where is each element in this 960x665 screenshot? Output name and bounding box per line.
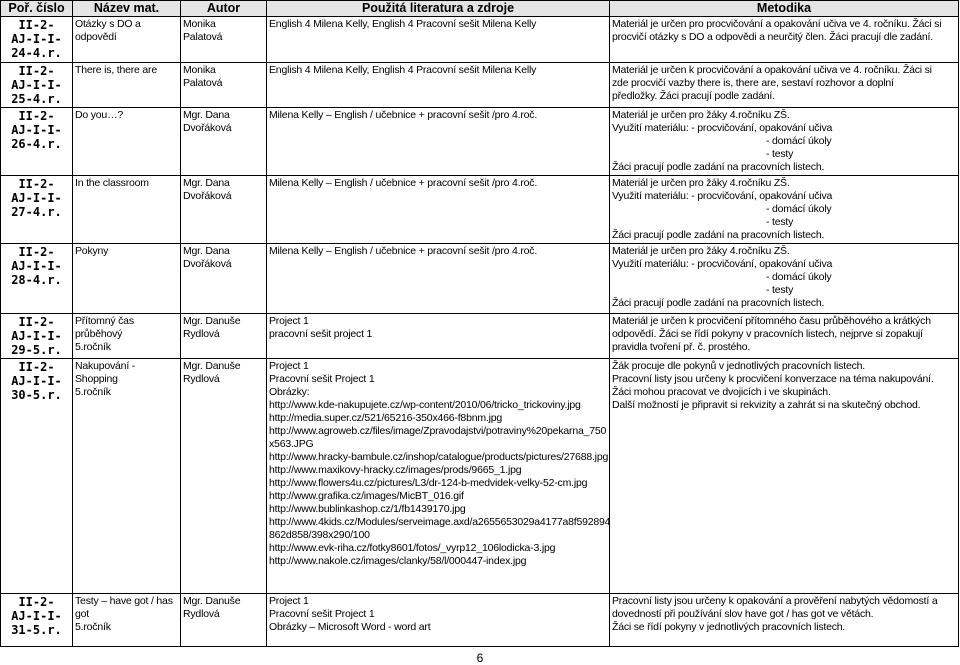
por-line: II-2- [18, 109, 55, 123]
autor-line: Dvořáková [183, 190, 232, 202]
por-line: AJ-I-I- [11, 329, 62, 343]
cell-literatura [267, 359, 610, 594]
metodika-line: Další možností je připravit si rekvizity a zahrát si na skutečný obchod. [612, 399, 921, 411]
cell-nazev [73, 17, 181, 63]
nazev-line: průběhový [75, 328, 123, 340]
autor-line: Mgr. Danuše [183, 595, 241, 607]
metodika-line: předložky. Žáci pracují podle zadání. [612, 90, 775, 102]
lit-line: http://www.evk-riha.cz/fotky8601/fotos/_vyrp12_106lodicka-3.jpg [269, 542, 556, 554]
por-line: AJ-I-I- [11, 191, 62, 205]
metodika-end-line: Žáci pracují podle zadání na pracovních listech. [612, 161, 825, 173]
nazev-line: 5.ročník [75, 386, 111, 398]
nazev-line: There is, there are [75, 64, 157, 76]
autor-line: Monika [183, 64, 216, 76]
por-line: II-2- [18, 177, 55, 191]
por-line: II-2- [18, 18, 55, 32]
lit-line: Project 1 [269, 315, 309, 327]
lit-line: http://www.maxikovy-hracky.cz/images/prods/9665_1.jpg [269, 464, 522, 476]
cell-nazev [73, 244, 181, 314]
metodika-end-line: Žáci pracují podle zadání na pracovních listech. [612, 229, 825, 241]
por-line: 25-4.r. [11, 92, 62, 106]
lit-line: Milena Kelly – English / učebnice + pracovní sešit /pro 4.roč. [269, 177, 538, 189]
cell-por-cislo [1, 359, 73, 594]
por-line: 28-4.r. [11, 273, 62, 287]
nazev-line: In the classroom [75, 177, 149, 189]
lit-line: http://www.flowers4u.cz/pictures/L3/dr-124-b-medvidek-velky-52-cm.jpg [269, 477, 588, 489]
cell-metodika [610, 63, 959, 108]
table-row [1, 314, 959, 359]
cell-nazev [73, 359, 181, 594]
metodika-line: Materiál je určen k procvičování a opakování učiva ve 4. ročníku. Žáci si [612, 64, 932, 76]
metodika-list-item: - testy [766, 284, 794, 296]
metodika-list-item: - domácí úkoly [766, 271, 832, 283]
lit-line: http://www.4kids.cz/Modules/serveimage.axd/a2655653029a4177a8f592894 [269, 516, 611, 528]
autor-line: Mgr. Danuše [183, 315, 241, 327]
lit-line: Pracovní sešit Project 1 [269, 373, 375, 385]
cell-por-cislo [1, 244, 73, 314]
lit-line: x563.JPG [269, 438, 314, 450]
lit-line: http://www.kde-nakupujete.cz/wp-content/2010/06/tricko_trickoviny.jpg [269, 399, 581, 411]
header-literatura: Použitá literatura a zdroje [267, 1, 610, 17]
por-line: 26-4.r. [11, 137, 62, 151]
nazev-line: Přítomný čas [75, 315, 134, 327]
cell-literatura [267, 176, 610, 244]
cell-nazev [73, 176, 181, 244]
cell-autor [181, 359, 267, 594]
cell-por-cislo [1, 314, 73, 359]
por-line: 31-5.r. [11, 623, 62, 637]
por-line: AJ-I-I- [11, 609, 62, 623]
lit-line: English 4 Milena Kelly, English 4 Pracovní sešit Milena Kelly [269, 64, 537, 76]
cell-autor [181, 176, 267, 244]
cell-nazev [73, 63, 181, 108]
lit-line: http://www.hracky-bambule.cz/inshop/catalogue/products/pictures/27688.jpg [269, 451, 609, 463]
cell-metodika [610, 108, 959, 176]
por-line: AJ-I-I- [11, 374, 62, 388]
lit-line: Project 1 [269, 360, 309, 372]
lit-line: Pracovní sešit Project 1 [269, 608, 375, 620]
metodika-line: pravidla tvoření př. č. prostého. [612, 341, 751, 353]
nazev-line: Pokyny [75, 245, 109, 257]
por-line: II-2- [18, 315, 55, 329]
header-por-cislo: Poř. číslo [1, 1, 73, 17]
lit-line: Obrázky – Microsoft Word - word art [269, 621, 431, 633]
cell-literatura [267, 244, 610, 314]
lit-line: Milena Kelly – English / učebnice + pracovní sešit /pro 4.roč. [269, 109, 538, 121]
autor-line: Mgr. Dana [183, 245, 230, 257]
cell-por-cislo [1, 176, 73, 244]
nazev-line: Testy – have got / has [75, 595, 173, 607]
cell-metodika [610, 314, 959, 359]
table-row [1, 176, 959, 244]
table-row [1, 244, 959, 314]
por-line: II-2- [18, 245, 55, 259]
cell-literatura [267, 314, 610, 359]
autor-line: Rydlová [183, 373, 220, 385]
nazev-line: Nakupování - [75, 360, 136, 372]
cell-por-cislo [1, 63, 73, 108]
page-number: 6 [476, 651, 484, 665]
metodika-list-item: - testy [766, 216, 794, 228]
por-line: 29-5.r. [11, 343, 62, 357]
header-metodika: Metodika [610, 1, 959, 17]
cell-autor [181, 17, 267, 63]
cell-por-cislo [1, 594, 73, 647]
metodika-line: Pracovní listy jsou určeny k opakování a prověření nabytých vědomostí a [612, 595, 938, 607]
table-row [1, 17, 959, 63]
nazev-line: Do you…? [75, 109, 124, 121]
nazev-line: 5.ročník [75, 341, 111, 353]
table-row [1, 359, 959, 594]
metodika-line: Žáci mohou pracovat ve dvojicích i ve skupinách. [612, 386, 831, 398]
cell-nazev [73, 108, 181, 176]
por-line: II-2- [18, 595, 55, 609]
table-row [1, 63, 959, 108]
cell-por-cislo [1, 17, 73, 63]
cell-metodika [610, 244, 959, 314]
table-row [1, 108, 959, 176]
autor-line: Rydlová [183, 328, 220, 340]
header-row [1, 1, 959, 17]
metodika-end-line: Žáci pracují podle zadání na pracovních listech. [612, 297, 825, 309]
cell-autor [181, 244, 267, 314]
autor-line: Palatová [183, 77, 223, 89]
cell-literatura [267, 17, 610, 63]
cell-por-cislo [1, 108, 73, 176]
cell-metodika [610, 17, 959, 63]
metodika-line: Materiál je určen pro procvičování a opakování učiva ve 4. ročníku. Žáci si [612, 18, 942, 30]
por-line: 30-5.r. [11, 388, 62, 402]
lit-line: Milena Kelly – English / učebnice + pracovní sešit /pro 4.roč. [269, 245, 538, 257]
metodika-line: Žáci se řídí pokyny v jednotlivých pracovních listech. [612, 621, 846, 633]
header-nazev-mat: Název mat. [73, 1, 181, 17]
lit-line: http://media.super.cz/521/65216-350x466-f8bnm.jpg [269, 412, 503, 424]
cell-autor [181, 594, 267, 647]
cell-autor [181, 314, 267, 359]
autor-line: Monika [183, 18, 216, 30]
autor-line: Dvořáková [183, 258, 232, 270]
metodika_main-line: Využití materiálu: - procvičování, opakování učiva [612, 258, 833, 270]
cell-nazev [73, 594, 181, 647]
metodika-list-item: - domácí úkoly [766, 135, 832, 147]
metodika_main-line: Materiál je určen pro žáky 4.ročníku ZŠ. [612, 177, 790, 189]
cell-autor [181, 63, 267, 108]
table-row [1, 594, 959, 647]
cell-literatura [267, 108, 610, 176]
autor-line: Dvořáková [183, 122, 232, 134]
metodika_main-line: Materiál je určen pro žáky 4.ročníku ZŠ. [612, 109, 790, 121]
autor-line: Mgr. Danuše [183, 360, 241, 372]
cell-nazev [73, 314, 181, 359]
cell-metodika [610, 176, 959, 244]
metodika-line: odpovědí. Žáci se řídí pokyny v pracovních listech, nejprve si zopakují [612, 328, 923, 340]
autor-line: Mgr. Dana [183, 109, 230, 121]
lit-line: English 4 Milena Kelly, English 4 Pracovní sešit Milena Kelly [269, 18, 537, 30]
nazev-line: odpovědí [75, 31, 117, 43]
metodika-line: Pracovní listy jsou určeny k procvičení konverzace na téma nakupování. [612, 373, 934, 385]
lit-line: http://www.bublinkashop.cz/1/fb1439170.jpg [269, 503, 466, 515]
autor-line: Mgr. Dana [183, 177, 230, 189]
por-line: AJ-I-I- [11, 78, 62, 92]
lit-line: http://www.nakole.cz/images/clanky/58/l/000447-index.jpg [269, 555, 527, 567]
nazev-line: Shopping [75, 373, 118, 385]
por-line: AJ-I-I- [11, 32, 62, 46]
por-line: 27-4.r. [11, 205, 62, 219]
lit-line: http://www.grafika.cz/images/MicBT_016.gif [269, 490, 464, 502]
cell-metodika [610, 359, 959, 594]
nazev-line: 5.ročník [75, 621, 111, 633]
metodika_main-line: Materiál je určen pro žáky 4.ročníku ZŠ. [612, 245, 790, 257]
lit-line: 862d858/398x290/100 [269, 529, 370, 541]
cell-literatura [267, 63, 610, 108]
metodika-list-item: - domácí úkoly [766, 203, 832, 215]
metodika-line: dovedností při používání slov have got / has got ve větách. [612, 608, 874, 620]
nazev-line: got [75, 608, 89, 620]
por-line: II-2- [18, 64, 55, 78]
metodika-line: zde procvičí vazby there is, there are, sestaví rozhovor a doplní [612, 77, 894, 89]
por-line: II-2- [18, 360, 55, 374]
metodika-line: Žák procuje dle pokynů v jednotlivých pracovních listech. [612, 360, 865, 372]
por-line: AJ-I-I- [11, 123, 62, 137]
por-line: AJ-I-I- [11, 259, 62, 273]
cell-metodika [610, 594, 959, 647]
lit-line: Obrázky: [269, 386, 310, 398]
metodika_main-line: Využití materiálu: - procvičování, opakování učiva [612, 122, 833, 134]
metodika-line: Materiál je určen k procvičení přítomného času průběhového a krátkých [612, 315, 931, 327]
metodika-line: procvičí otázky s DO a odpovědi a neurčitý člen. Žáci pracují dle zadání. [612, 31, 933, 43]
cell-autor [181, 108, 267, 176]
lit-line: http://www.agroweb.cz/files/image/Zpravodajstvi/potraviny%20pekarna_750 [269, 425, 607, 437]
nazev-line: Otázky s DO a [75, 18, 141, 30]
autor-line: Rydlová [183, 608, 220, 620]
metodika_main-line: Využití materiálu: - procvičování, opakování učiva [612, 190, 833, 202]
header-autor: Autor [181, 1, 267, 17]
lit-line: Project 1 [269, 595, 309, 607]
cell-literatura [267, 594, 610, 647]
por-line: 24-4.r. [11, 46, 62, 60]
lit-line: pracovní sešit project 1 [269, 328, 373, 340]
metodika-list-item: - testy [766, 148, 794, 160]
autor-line: Palatová [183, 31, 223, 43]
